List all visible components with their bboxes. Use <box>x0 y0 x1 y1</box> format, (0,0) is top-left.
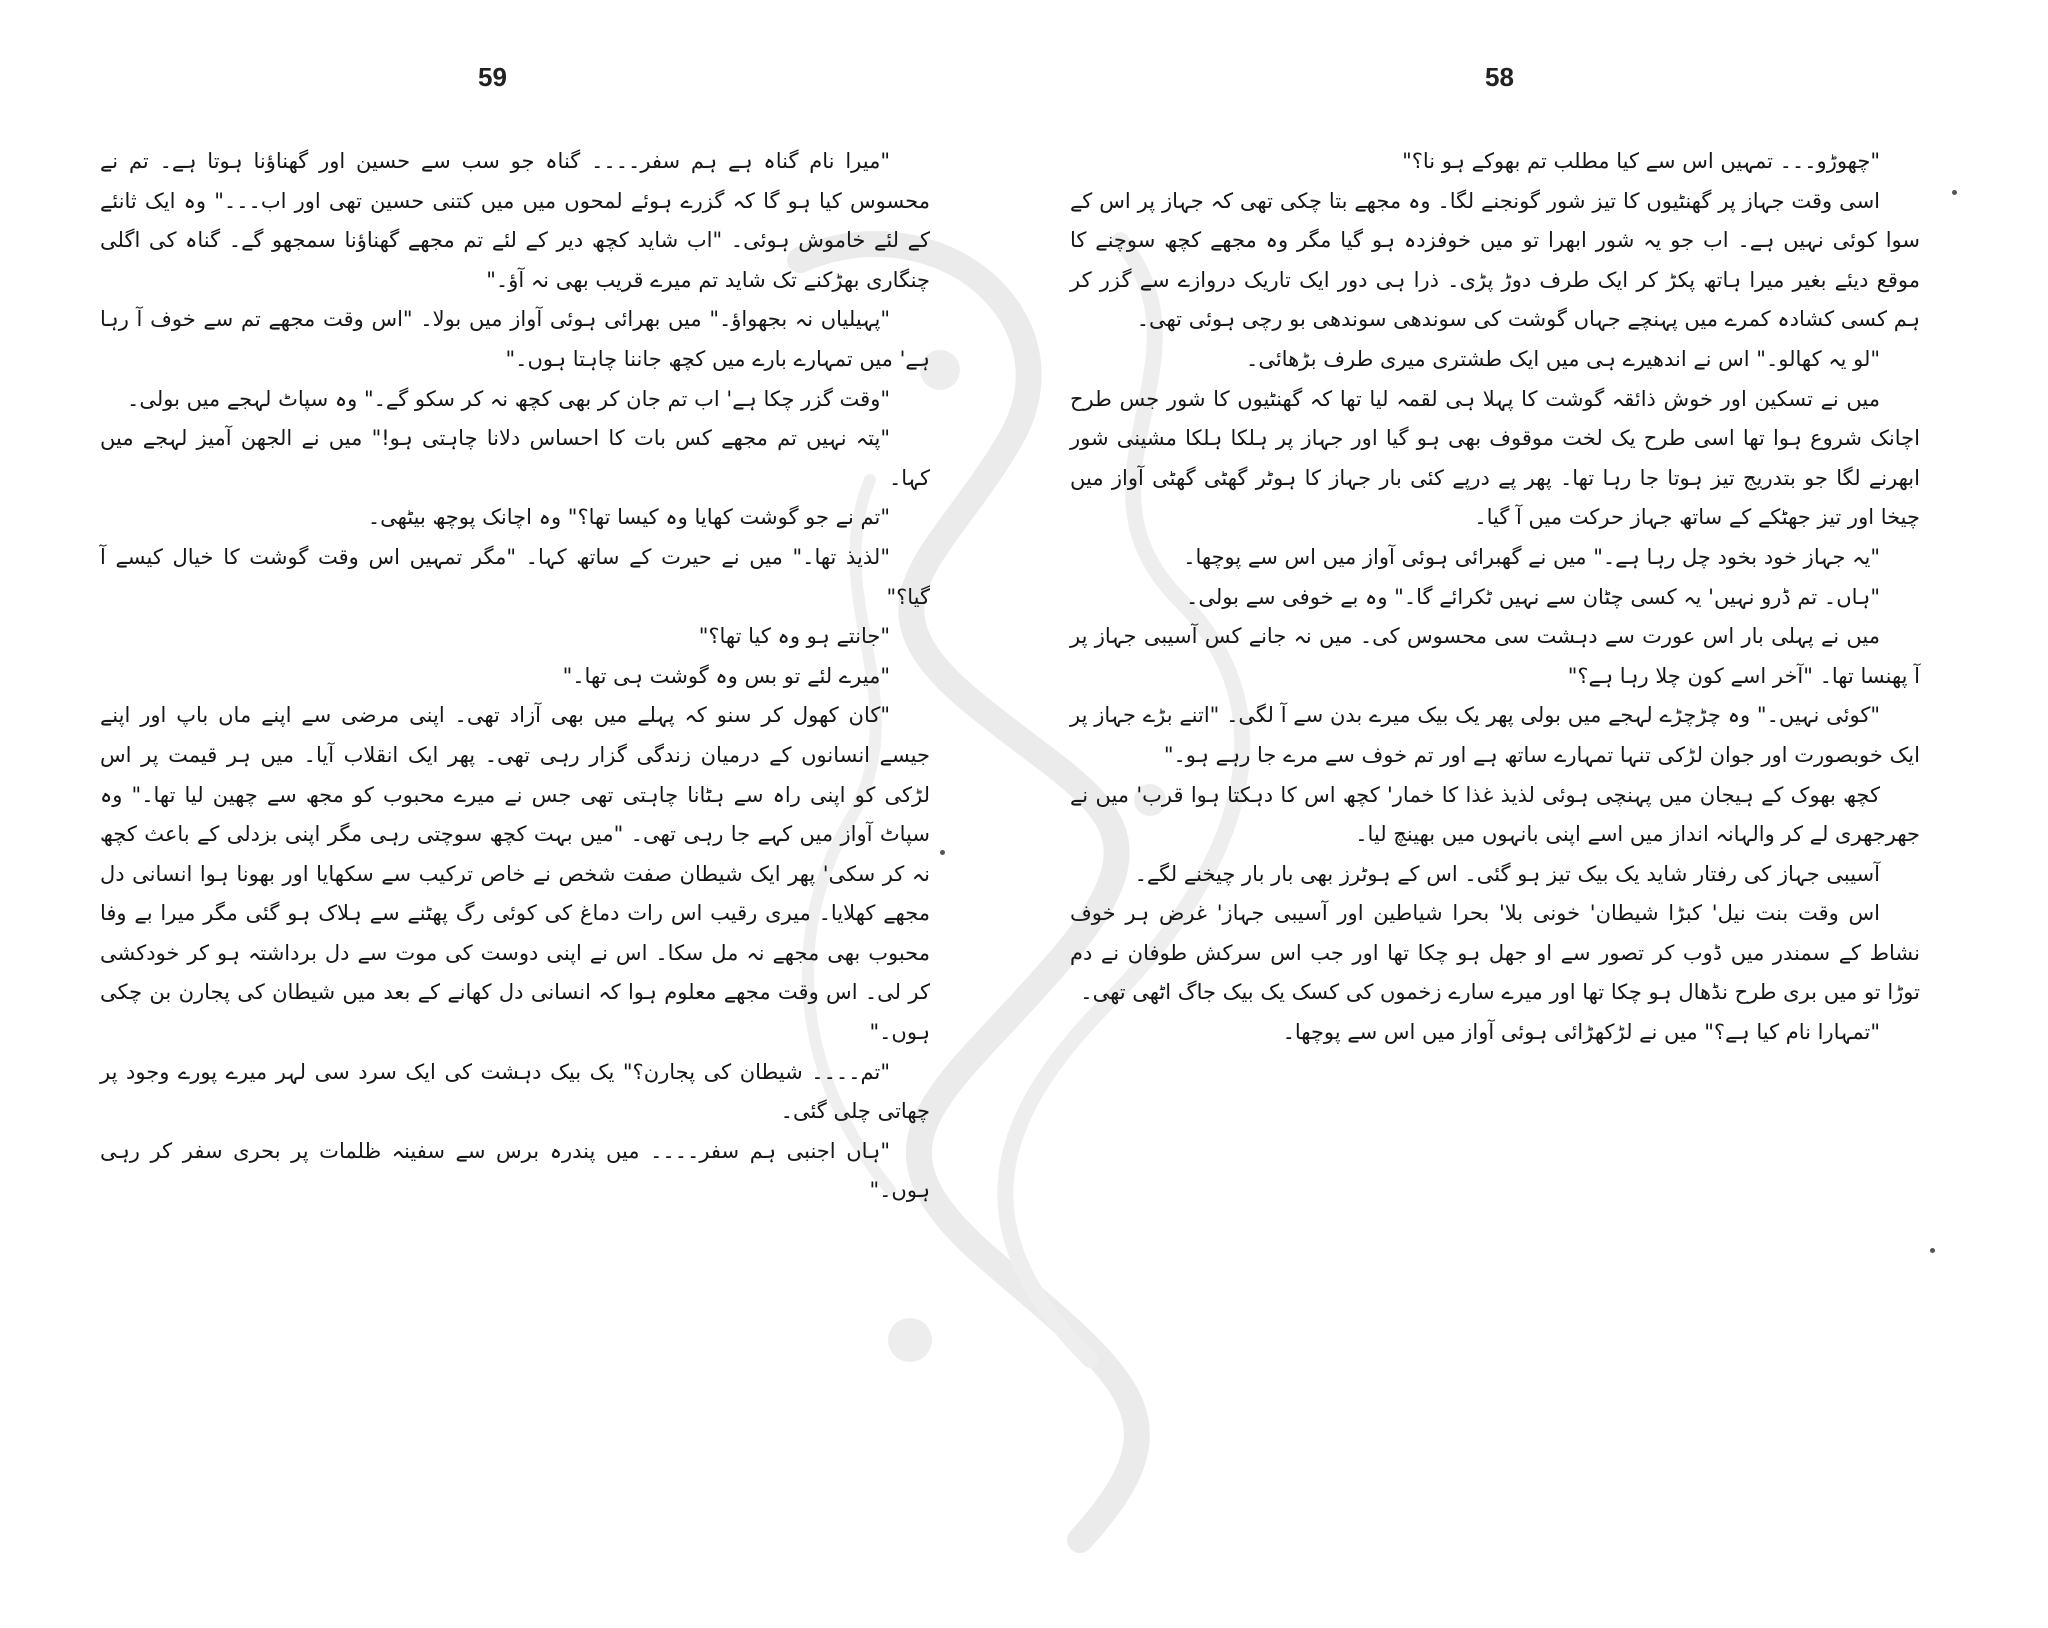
margin-dot <box>940 850 945 855</box>
paragraph: "لذیذ تھا۔" میں نے حیرت کے ساتھ کہا۔ "مگر تمہیں اس وقت گوشت کا خیال کیسے آ گیا؟" <box>100 544 930 609</box>
paragraph: "ہاں۔ تم ڈرو نہیں' یہ کسی چٹان سے نہیں ٹکرائے گا۔" وہ بے خوفی سے بولی۔ <box>1186 584 1880 609</box>
paragraph: "میرا نام گناہ ہے ہم سفر۔۔۔۔ گناہ جو سب سے حسین اور گھناؤنا ہوتا ہے۔ تم نے محسوس کیا ہو گا کہ گزرے ہوئے لمحوں میں میں کتنی حسین تھی اور اب۔۔۔" وہ ایک ثانئے کے لئے خاموش ہوئی۔ "اب شاید کچھ دیر کے لئے تم مجھے گھناؤنا سمجھو گے۔ گناہ کی اگلی چنگاری بھڑکنے تک شاید تم میرے قریب بھی نہ آؤ۔" <box>100 149 930 292</box>
paragraph: "چھوڑو۔۔۔ تمہیں اس سے کیا مطلب تم بھوکے ہو نا؟" <box>1402 149 1880 173</box>
paragraph: "یہ جہاز خود بخود چل رہا ہے۔" میں نے گھبرائی ہوئی آواز میں اس سے پوچھا۔ <box>1183 544 1880 569</box>
paragraph: "کوئی نہیں۔" وہ چڑچڑے لہجے میں بولی پھر یک بیک میرے بدن سے آ لگی۔ "اتنے بڑے جہاز پر ایک خوبصورت اور جوان لڑکی تنہا تمہارے ساتھ ہے اور تم خوف سے مرے جا رہے ہو۔" <box>1070 703 1920 767</box>
page-text <box>100 142 930 1588</box>
paragraph: میں نے تسکین اور خوش ذائقہ گوشت کا پہلا ہی لقمہ لیا تھا کہ گھنٹیوں کا شور جس طرح اچانک شروع ہوا تھا اسی طرح یک لخت موقوف بھی ہو گیا اور جہاز پر ہلکا ہلکا مشینی شور ابھرنے لگا جو بتدریج تیز ہوتا جا رہا تھا۔ پھر پے درپے کئی بار جہاز کا ہوٹر گھٹی گھٹی آواز میں چیخا اور تیز جھٹکے کے ساتھ جہاز حرکت میں آ گیا۔ <box>1070 386 1920 530</box>
paragraph: "کان کھول کر سنو کہ پہلے میں بھی آزاد تھی۔ اپنی مرضی سے اپنے ماں باپ اور اپنے جیسے انسانوں کے درمیان زندگی گزار رہی تھی۔ پھر ایک انقلاب آیا۔ میں ہر قیمت پر اس لڑکی کو اپنی راہ سے ہٹانا چاہتی تھی جس نے میرے محبوب کو مجھ سے چھین لیا تھا۔" وہ سپاٹ آواز میں کہے جا رہی تھی۔ "میں بہت کچھ سوچتی رہی مگر اپنی بزدلی کے باعث کچھ نہ کر سکی' پھر ایک شیطان صفت شخص نے خاص ترکیب سے سکھایا اور بھونا ہوا انسانی دل مجھے کھلایا۔ میری رقیب اس رات دماغ کی کوئی رگ پھٹنے سے ہلاک ہو گئی مگر میرا بے وفا محبوب بھی مجھے نہ مل سکا۔ اس نے اپنی دوست کی موت سے دل برداشتہ ہو کر خودکشی کر لی۔ اس وقت مجھے معلوم ہوا کہ انسانی دل کھانے کے بعد میں شیطان کی پجارن بن چکی ہوں۔" <box>100 703 930 1045</box>
page-text <box>1070 142 1920 1588</box>
paragraph: "تمہارا نام کیا ہے؟" میں نے لڑکھڑائی ہوئی آواز میں اس سے پوچھا۔ <box>1282 1020 1880 1045</box>
paragraph: "پتہ نہیں تم مجھے کس بات کا احساس دلانا چاہتی ہو!" میں نے الجھن آمیز لہجے میں کہا۔ <box>100 426 930 490</box>
page-number: 59 <box>478 62 507 92</box>
paragraph: کچھ بھوک کے ہیجان میں پہنچی ہوئی لذیذ غذا کا خمار' کچھ اس کا دہکتا ہوا قرب' میں نے جھرجھری لے کر والہانہ انداز میں اسے اپنی بانہوں میں بھینچ لیا۔ <box>1070 782 1920 847</box>
paragraph: "میرے لئے تو بس وہ گوشت ہی تھا۔" <box>562 663 890 688</box>
paragraph: "تم نے جو گوشت کھایا وہ کیسا تھا؟" وہ اچانک پوچھ بیٹھی۔ <box>367 505 890 530</box>
paragraph: "وقت گزر چکا ہے' اب تم جان کر بھی کچھ نہ کر سکو گے۔" وہ سپاٹ لہجے میں بولی۔ <box>127 386 890 411</box>
page-number: 58 <box>1485 62 1514 92</box>
paragraph: "ہاں اجنبی ہم سفر۔۔۔۔ میں پندرہ برس سے سفینہ ظلمات پر بحری سفر کر رہی ہوں۔" <box>100 1138 930 1203</box>
paragraph: اسی وقت جہاز پر گھنٹیوں کا تیز شور گونجنے لگا۔ وہ مجھے بتا چکی تھی کہ جہاز پر اس کے سوا کوئی نہیں ہے۔ اب جو یہ شور ابھرا تو میں خوفزدہ ہو گیا مگر وہ مجھے کچھ سوچنے کا موقع دیئے بغیر میرا ہاتھ پکڑ کر ایک طرف دوڑ پڑی۔ ذرا ہی دور ایک تاریک دروازے سے گزر کر ہم کسی کشادہ کمرے میں پہنچے جہاں گوشت کی سوندھی سوندھی بو رچی ہوئی تھی۔ <box>1070 188 1920 332</box>
paragraph: "لو یہ کھالو۔" اس نے اندھیرے ہی میں ایک طشتری میری طرف بڑھائی۔ <box>1246 346 1880 371</box>
paragraph: "جانتے ہو وہ کیا تھا؟" <box>698 624 890 649</box>
paragraph: "تم۔۔۔۔ شیطان کی پجارن؟" یک بیک دہشت کی ایک سرد سی لہر میرے پورے وجود پر چھاتی چلی گئی۔ <box>100 1059 930 1124</box>
paragraph: "پہیلیاں نہ بجھواؤ۔" میں بھرائی ہوئی آواز میں بولا۔ "اس وقت مجھے تم سے خوف آ رہا ہے' میں تمہارے بارے میں کچھ جاننا چاہتا ہوں۔" <box>100 307 930 371</box>
left-page <box>0 0 1000 1628</box>
paragraph: میں نے پہلی بار اس عورت سے دہشت سی محسوس کی۔ میں نہ جانے کس آسیبی جہاز پر آ پھنسا تھا۔ "آخر اسے کون چلا رہا ہے؟" <box>1070 624 1920 688</box>
margin-dot <box>1952 190 1957 195</box>
paragraph: آسیبی جہاز کی رفتار شاید یک بیک تیز ہو گئی۔ اس کے ہوٹرز بھی بار بار چیخنے لگے۔ <box>1134 861 1880 886</box>
margin-dot <box>1930 1248 1935 1253</box>
right-page <box>1040 0 2048 1628</box>
paragraph: اس وقت بنت نیل' کبڑا شیطان' خونی بلا' بحرا شیاطین اور آسیبی جہاز' غرض ہر خوف نشاط کے سمندر میں ڈوب کر تصور سے او جھل ہو چکا تھا اور جب اس سرکش طوفان نے دم توڑا تو میں بری طرح نڈھال ہو چکا تھا اور میرے سارے زخموں کی کسک یک بیک جاگ اٹھی تھی۔ <box>1070 901 1920 1005</box>
